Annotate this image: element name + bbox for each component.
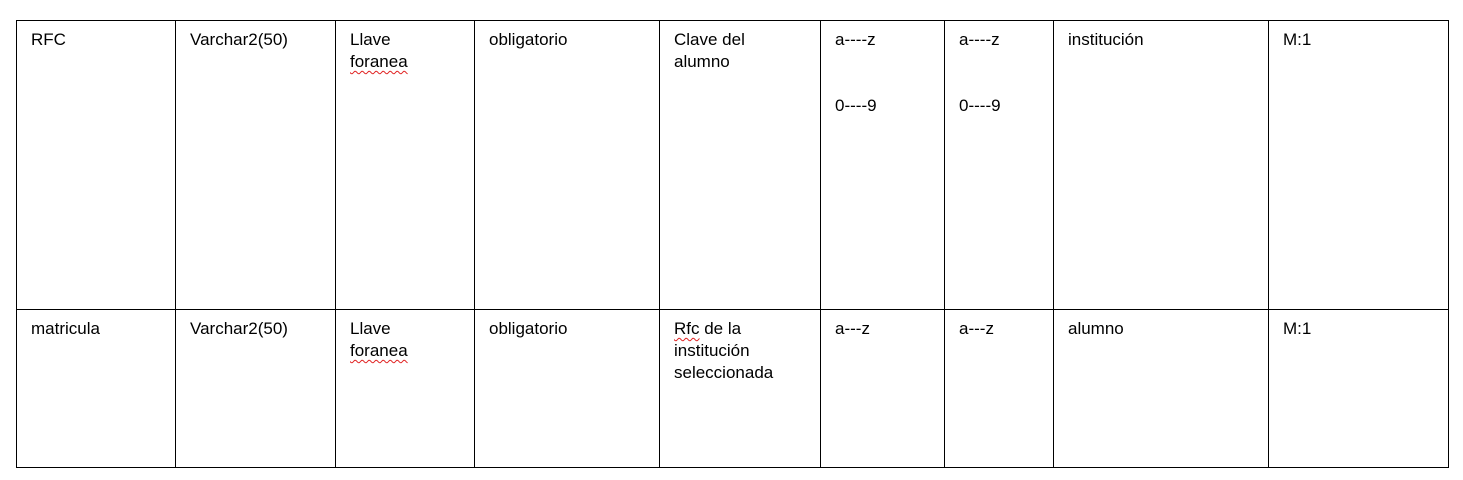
data-type-cell[interactable]: Varchar2(50) <box>176 21 336 310</box>
spellcheck-underline: Rfc <box>674 319 700 338</box>
range-to-cell[interactable]: a---z <box>945 310 1054 468</box>
key-type-cell[interactable]: Llave foranea <box>336 310 475 468</box>
cardinality-cell[interactable]: M:1 <box>1269 21 1449 310</box>
cardinality-cell[interactable]: M:1 <box>1269 310 1449 468</box>
key-type-cell[interactable]: Llave foranea <box>336 21 475 310</box>
data-type-cell[interactable]: Varchar2(50) <box>176 310 336 468</box>
field-name-cell[interactable]: RFC <box>17 21 176 310</box>
data-dictionary-table <box>16 20 1449 468</box>
spellcheck-underline: foranea <box>350 52 408 71</box>
requirement-cell[interactable]: obligatorio <box>475 310 660 468</box>
spellcheck-underline: foranea <box>350 341 408 360</box>
reference-cell[interactable]: alumno <box>1054 310 1269 468</box>
range-to-cell[interactable]: a----z 0----9 <box>945 21 1054 310</box>
description-cell[interactable]: Clave del alumno <box>660 21 821 310</box>
field-name-cell[interactable]: matricula <box>17 310 176 468</box>
table-row <box>17 310 1449 468</box>
table-row <box>17 21 1449 310</box>
description-cell[interactable]: Rfc de la institución seleccionada <box>660 310 821 468</box>
range-from-cell[interactable]: a---z <box>821 310 945 468</box>
requirement-cell[interactable]: obligatorio <box>475 21 660 310</box>
reference-cell[interactable]: institución <box>1054 21 1269 310</box>
range-from-cell[interactable]: a----z 0----9 <box>821 21 945 310</box>
